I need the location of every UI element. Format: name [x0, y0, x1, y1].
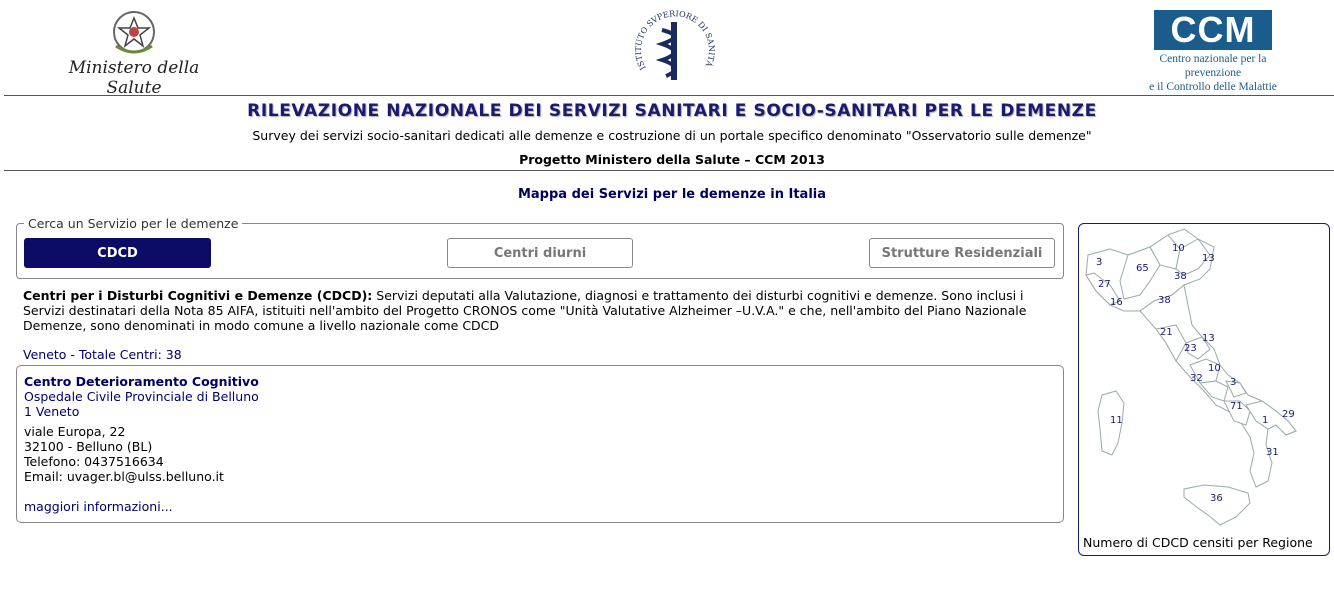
- map-label-calabria[interactable]: 31: [1266, 447, 1279, 458]
- emblem-icon: [44, 8, 224, 58]
- strutture-residenziali-button[interactable]: Strutture Residenziali: [869, 238, 1055, 268]
- map-label-sicilia[interactable]: 36: [1210, 493, 1223, 504]
- center-email: Email: uvager.bl@ulss.belluno.it: [24, 469, 224, 484]
- map-label-sardegna[interactable]: 11: [1110, 415, 1123, 426]
- center-city: 32100 - Belluno (BL): [24, 439, 153, 454]
- page-subtitle: Survey dei servizi socio-sanitari dedicati alle demenze e costruzione di un portale specifico denominato "Osservatorio sulle demenze": [252, 128, 1092, 143]
- italy-map[interactable]: [1080, 225, 1326, 531]
- center-region: 1 Veneto: [24, 404, 80, 419]
- service-description-title: Centri per i Disturbi Cognitivi e Demenze (CDCD):: [23, 288, 373, 303]
- ministero-text: Ministero della Salute: [68, 58, 200, 98]
- map-label-valle-aosta[interactable]: 3: [1096, 257, 1103, 268]
- center-name: Centro Deterioramento Cognitivo: [24, 374, 259, 389]
- map-label-veneto[interactable]: 38: [1174, 271, 1187, 282]
- map-label-emilia-romagna[interactable]: 38: [1158, 295, 1171, 306]
- service-description: [23, 288, 1063, 333]
- project-label: Progetto Ministero della Salute – CCM 2013: [519, 152, 825, 167]
- map-label-umbria[interactable]: 23: [1184, 343, 1197, 354]
- ccm-logo-box: CCM: [1154, 10, 1272, 50]
- map-label-lombardia[interactable]: 65: [1136, 263, 1149, 274]
- map-caption: Numero di CDCD censiti per Regione: [1083, 535, 1313, 550]
- centri-diurni-button[interactable]: Centri diurni: [447, 238, 633, 268]
- map-label-molise[interactable]: 3: [1230, 377, 1237, 388]
- page-title: RILEVAZIONE NAZIONALE DEI SERVIZI SANITARI E SOCIO-SANITARI PER LE DEMENZE: [247, 101, 1097, 121]
- more-info-link[interactable]: maggiori informazioni...: [24, 499, 173, 514]
- center-phone: Telefono: 0437516634: [24, 454, 164, 469]
- cdcd-button[interactable]: CDCD: [24, 238, 211, 268]
- service-description-text: Servizi deputati alla Valutazione, diagnosi e trattamento dei disturbi cognitivi e demenze. Sono inclusi i Servizi destinatari della Nota 85 AIFA, istituiti nell'ambito del Progetto CRONOS come "Unità Valutative Alzheimer –U.V.A." e che, nell'ambito del Piano Nazionale Demenze, sono denominati in modo comune a livello nazionale come CDCD: [23, 288, 1027, 333]
- map-label-liguria[interactable]: 16: [1110, 297, 1123, 308]
- map-section-title: Mappa dei Servizi per le demenze in Italia: [517, 187, 827, 202]
- center-hospital: Ospedale Civile Provinciale di Belluno: [24, 389, 259, 404]
- map-label-marche[interactable]: 13: [1202, 333, 1215, 344]
- map-label-piemonte[interactable]: 27: [1098, 279, 1111, 290]
- ccm-subtitle: [1130, 52, 1296, 94]
- map-label-puglia[interactable]: 29: [1282, 409, 1295, 420]
- map-label-trentino[interactable]: 10: [1172, 243, 1185, 254]
- ccm-logo: [1130, 9, 1296, 93]
- ministero-logo: [44, 8, 224, 98]
- header-divider: [4, 95, 1334, 96]
- title-divider: [4, 170, 1334, 171]
- map-label-campania[interactable]: 71: [1230, 401, 1243, 412]
- map-label-abruzzo[interactable]: 10: [1208, 363, 1221, 374]
- ccm-subtitle-line1: Centro nazionale per la prevenzione: [1159, 53, 1267, 79]
- iss-seal-icon: [632, 6, 716, 90]
- map-label-lazio[interactable]: 32: [1190, 373, 1203, 384]
- iss-logo: [632, 6, 716, 90]
- map-label-basilicata[interactable]: 1: [1262, 415, 1269, 426]
- iss-seal-text: ISTITUTO SVPERIORE DI SANITÀ: [633, 9, 716, 72]
- region-total: Veneto - Totale Centri: 38: [23, 347, 182, 362]
- map-label-toscana[interactable]: 21: [1160, 327, 1173, 338]
- search-legend: Cerca un Servizio per le demenze: [24, 216, 242, 231]
- center-address: viale Europa, 22: [24, 424, 126, 439]
- map-label-friuli[interactable]: 13: [1202, 253, 1215, 264]
- ccm-subtitle-line2: e il Controllo delle Malattie: [1149, 81, 1277, 93]
